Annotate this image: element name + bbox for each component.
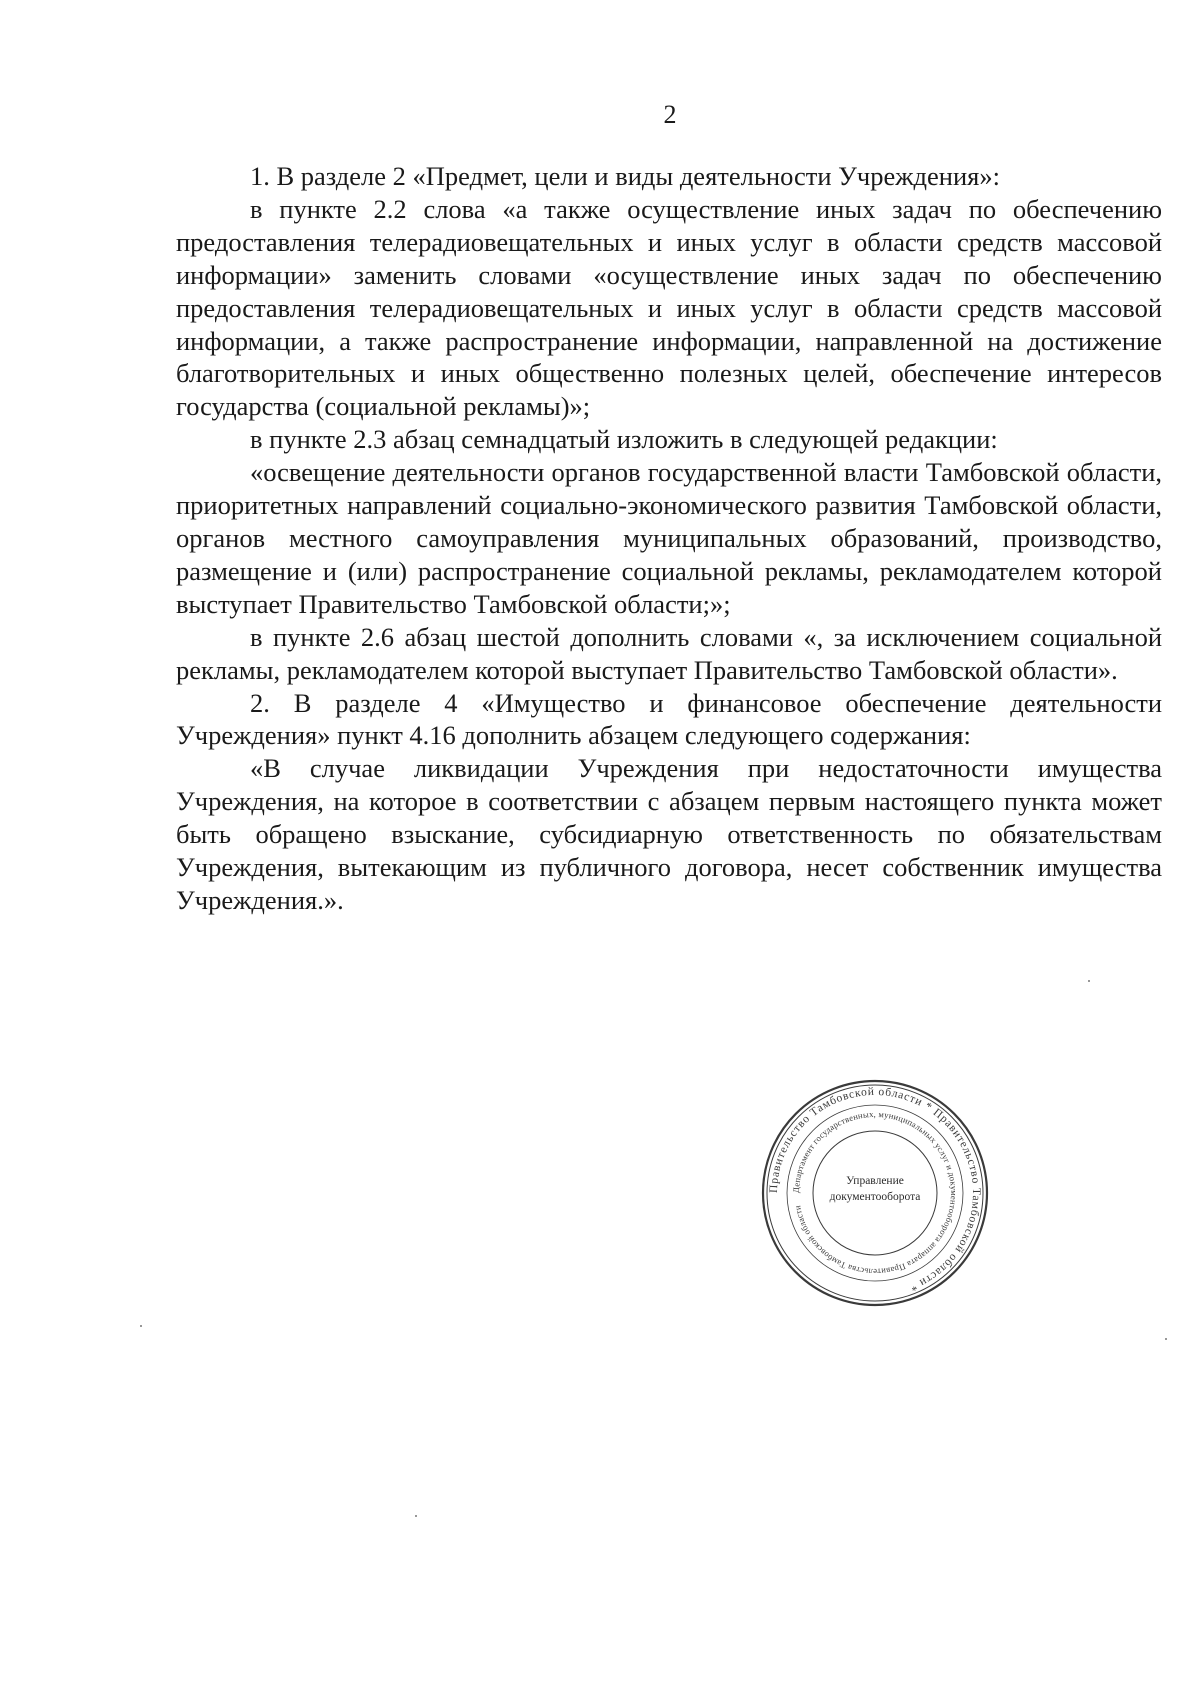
paragraph-section-2-heading: 1. В разделе 2 «Предмет, цели и виды деятельности Учреждения»: bbox=[250, 161, 1000, 191]
seal-inner-ring-text: Департамент государственных, муниципальных услуг и документооборота аппарата Правительства Тамбовской области bbox=[790, 1108, 960, 1278]
official-seal bbox=[760, 1078, 990, 1308]
scan-speck bbox=[415, 1515, 417, 1517]
seal-center-line-1: Управление bbox=[846, 1175, 904, 1187]
paragraph-point-4-16-text: «В случае ликвидации Учреждения при недостаточности имущества Учреждения, на которое в соответствии с абзацем первым настоящего пункта может быть обращено взыскание, субсидиарную ответственность по обязательствам Учреждения, вытекающим из публичного договора, несет собственник имущества Учреждения.». bbox=[176, 753, 1162, 915]
paragraph-point-2-3: в пункте 2.3 абзац семнадцатый изложить в следующей редакции: bbox=[250, 424, 998, 455]
paragraph-point-2-3-text: «освещение деятельности органов государственной власти Тамбовской области, приоритетных направлений социально-экономического развития Тамбовской области, органов местного самоуправления муниципальных образований, производство, размещение и (или) распространение социальной рекламы, рекламодателем которой выступает Правительство Тамбовской области;»; bbox=[176, 457, 1162, 619]
paragraph-section-4: 2. В разделе 4 «Имущество и финансовое обеспечение деятельности Учреждения» пункт 4.16 дополнить абзацем следующего содержания: bbox=[176, 687, 1162, 751]
paragraph-point-2-6: в пункте 2.6 абзац шестой дополнить словами «, за исключением социальной рекламы, рекламодателем которой выступает Правительство Тамбовской области». bbox=[176, 621, 1162, 685]
document-body bbox=[176, 160, 1162, 917]
scan-speck bbox=[140, 1325, 142, 1327]
page-number: 2 bbox=[663, 100, 677, 129]
scan-speck bbox=[1165, 1338, 1167, 1340]
scan-speck bbox=[1088, 980, 1090, 982]
seal-center bbox=[825, 1173, 925, 1205]
paragraph-point-2-2: в пункте 2.2 слова «а также осуществление иных задач по обеспечению предоставления телерадиовещательных и иных услуг в области средств массовой информации» заменить словами «осуществление иных задач по обеспечению предоставления телерадиовещательных и иных услуг в области средств массовой информации, а также распространение информации, направленной на достижение благотворительных и иных общественно полезных целей, обеспечение интересов государства (социальной рекламы)»; bbox=[176, 193, 1162, 422]
seal-center-line-2: документооборота bbox=[829, 1191, 921, 1203]
seal-outer-ring-text: Правительство Тамбовской области * Правительство Тамбовской области * bbox=[767, 1085, 983, 1294]
